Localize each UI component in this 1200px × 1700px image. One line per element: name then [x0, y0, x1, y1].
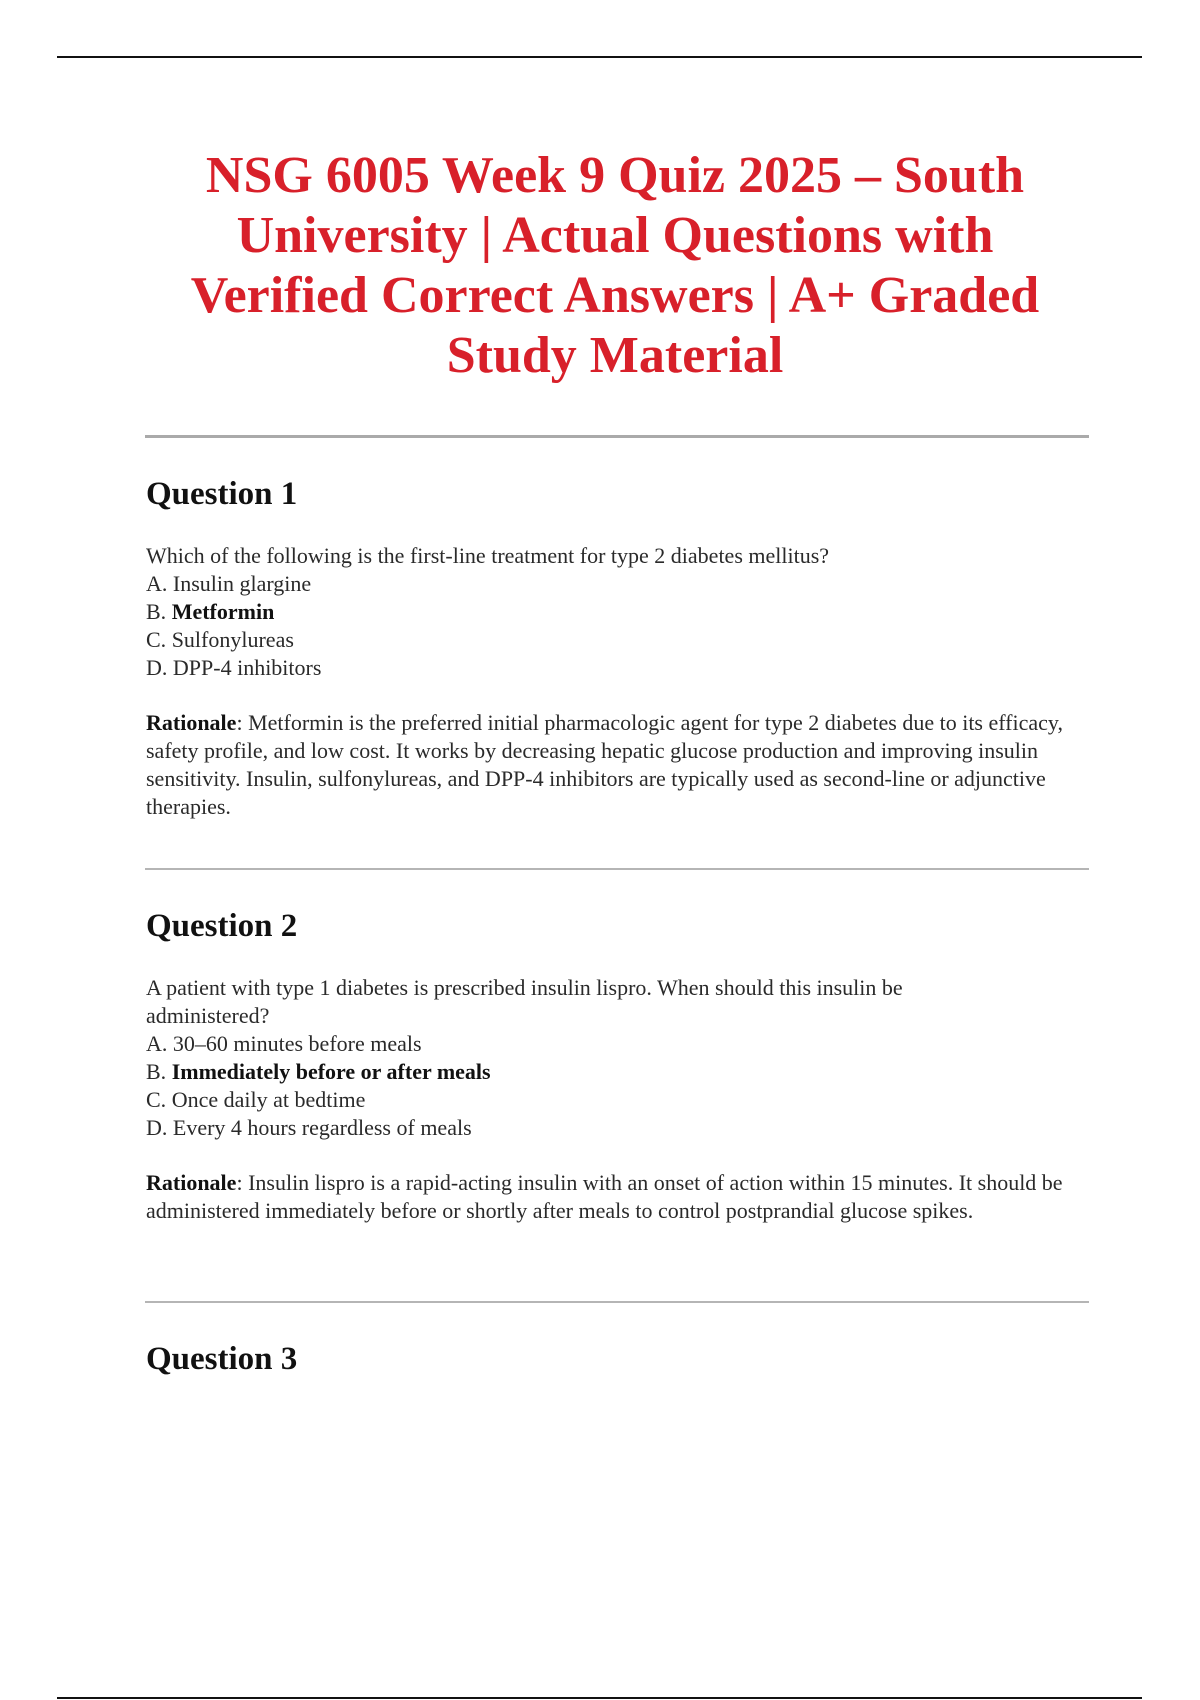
question-2-body — [146, 974, 1086, 1142]
document-title: NSG 6005 Week 9 Quiz 2025 – South University | Actual Questions with Verified Correct Answers | A+ Graded Study Material — [190, 147, 1040, 384]
question-1-body — [146, 542, 1086, 682]
question-2-divider — [145, 1301, 1089, 1303]
page-top-rule — [57, 56, 1142, 58]
rationale-label: Rationale — [146, 1170, 237, 1195]
question-2-option-a: A. 30–60 minutes before meals — [146, 1031, 422, 1056]
question-1-heading: Question 1 — [146, 476, 298, 512]
page-bottom-rule — [57, 1697, 1142, 1699]
question-1-option-b: B. Metformin — [146, 599, 275, 624]
question-2-prompt: A patient with type 1 diabetes is prescribed insulin lispro. When should this insulin be administered? — [146, 975, 903, 1028]
question-2-option-d: D. Every 4 hours regardless of meals — [146, 1115, 472, 1140]
question-2-option-c: C. Once daily at bedtime — [146, 1087, 366, 1112]
question-1-divider — [145, 868, 1089, 870]
correct-answer: Immediately before or after meals — [171, 1059, 491, 1084]
question-1-prompt: Which of the following is the first-line treatment for type 2 diabetes mellitus? — [146, 543, 830, 568]
question-1-option-d: D. DPP-4 inhibitors — [146, 655, 322, 680]
question-2-rationale: Rationale: Insulin lispro is a rapid-acting insulin with an onset of action within 15 minutes. It should be administered immediately before or shortly after meals to control postprandial glucose spikes. — [146, 1170, 1063, 1223]
correct-answer: Metformin — [171, 599, 275, 624]
rationale-label: Rationale — [146, 710, 237, 735]
question-1-rationale: Rationale: Metformin is the preferred initial pharmacologic agent for type 2 diabetes due to its efficacy, safety profile, and low cost. It works by decreasing hepatic glucose production and improving insulin sensitivity. Insulin, sulfonylureas, and DPP-4 inhibitors are typically used as second-line or adjunctive therapies. — [146, 710, 1063, 819]
question-1-option-a: A. Insulin glargine — [146, 571, 312, 596]
question-3-heading: Question 3 — [146, 1341, 298, 1377]
title-divider — [145, 435, 1089, 438]
question-1-option-c: C. Sulfonylureas — [146, 627, 294, 652]
question-2-option-b: B. Immediately before or after meals — [146, 1059, 491, 1084]
question-2-heading: Question 2 — [146, 908, 298, 944]
